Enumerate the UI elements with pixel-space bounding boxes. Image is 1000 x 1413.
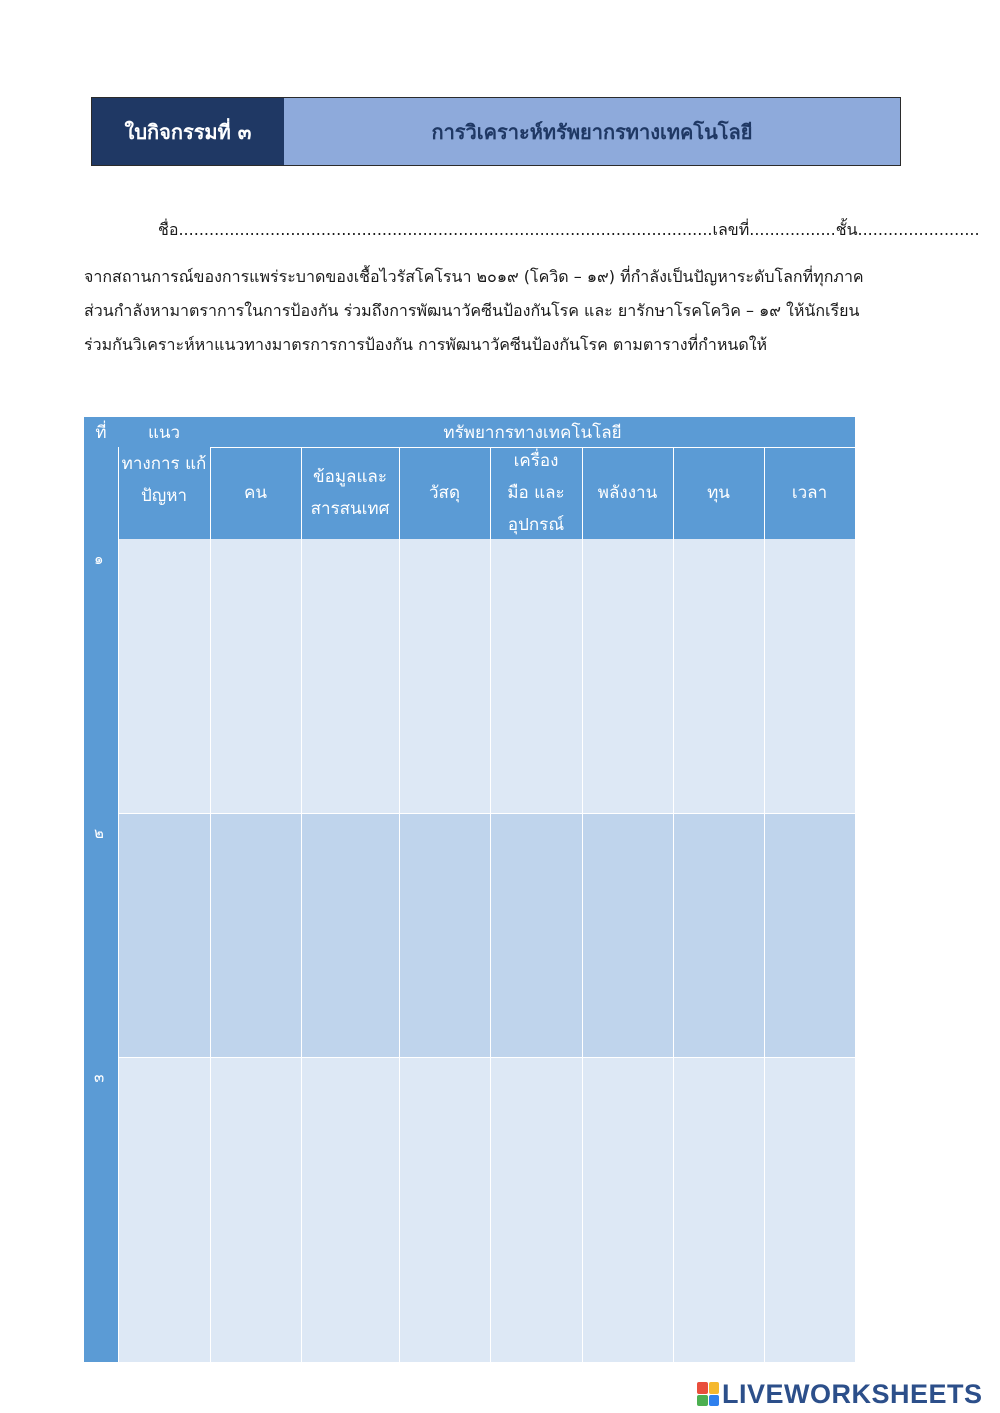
col-energy: พลังงาน (597, 483, 658, 503)
instructions-line: ร่วมกันวิเคราะห์หาแนวทางมาตรการการป้องกัน การพัฒนาวัคซีนป้องกันโรค ตามตารางที่กำหนดให้ (84, 335, 768, 354)
table-row[interactable] (118, 813, 855, 1057)
liveworksheets-logo (697, 1378, 983, 1410)
instructions-line: จากสถานการณ์ของการแพร่ระบาดของเชื้อไวรัสโคโรนา ๒๐๑๙ (โควิด – ๑๙) ที่กำลังเป็นปัญหาระดับโลกที่ทุกภาค (84, 267, 864, 286)
resource-table (84, 417, 855, 1362)
student-info-line: ชื่อ.........................................................................................................เลขที่.................ชั้น........................ (158, 220, 980, 239)
activity-title: การวิเคราะห์ทรัพยากรทางเทคโนโลยี (284, 98, 900, 165)
col-capital: ทุน (707, 483, 730, 503)
col-materials: วัสดุ (429, 483, 460, 503)
activity-number: ใบกิจกรรมที่ ๓ (92, 98, 284, 165)
instructions-paragraph (84, 260, 904, 362)
col-time: เวลา (791, 483, 828, 503)
row-number: ๒ (84, 813, 118, 1057)
instructions-line: ส่วนกำลังหามาตราการในการป้องกัน ร่วมถึงการพัฒนาวัคซีนป้องกันโรค และ ยารักษาโรคโควิค – ๑๙ ให้นักเรียน (84, 301, 860, 320)
col-number-header: ที่ (95, 423, 107, 443)
col-approach-header: ทางการ แก้ปัญหา (121, 454, 207, 506)
col-information: ข้อมูลและ สารสนเทศ (310, 467, 390, 519)
row-number: ๓ (84, 1057, 118, 1362)
activity-header (91, 97, 901, 166)
table-row[interactable] (118, 539, 855, 813)
group-header: ทรัพยากรทางเทคโนโลยี (443, 423, 622, 443)
logo-text: LIVEWORKSHEETS (722, 1378, 983, 1409)
col-tools: เครื่องมือ และ อุปกรณ์ (507, 451, 565, 535)
row-number: ๑ (84, 539, 118, 813)
logo-icon (697, 1382, 719, 1406)
table-row[interactable] (118, 1057, 855, 1362)
col-approach-header-top: แนว (147, 423, 181, 443)
col-people: คน (244, 483, 267, 503)
